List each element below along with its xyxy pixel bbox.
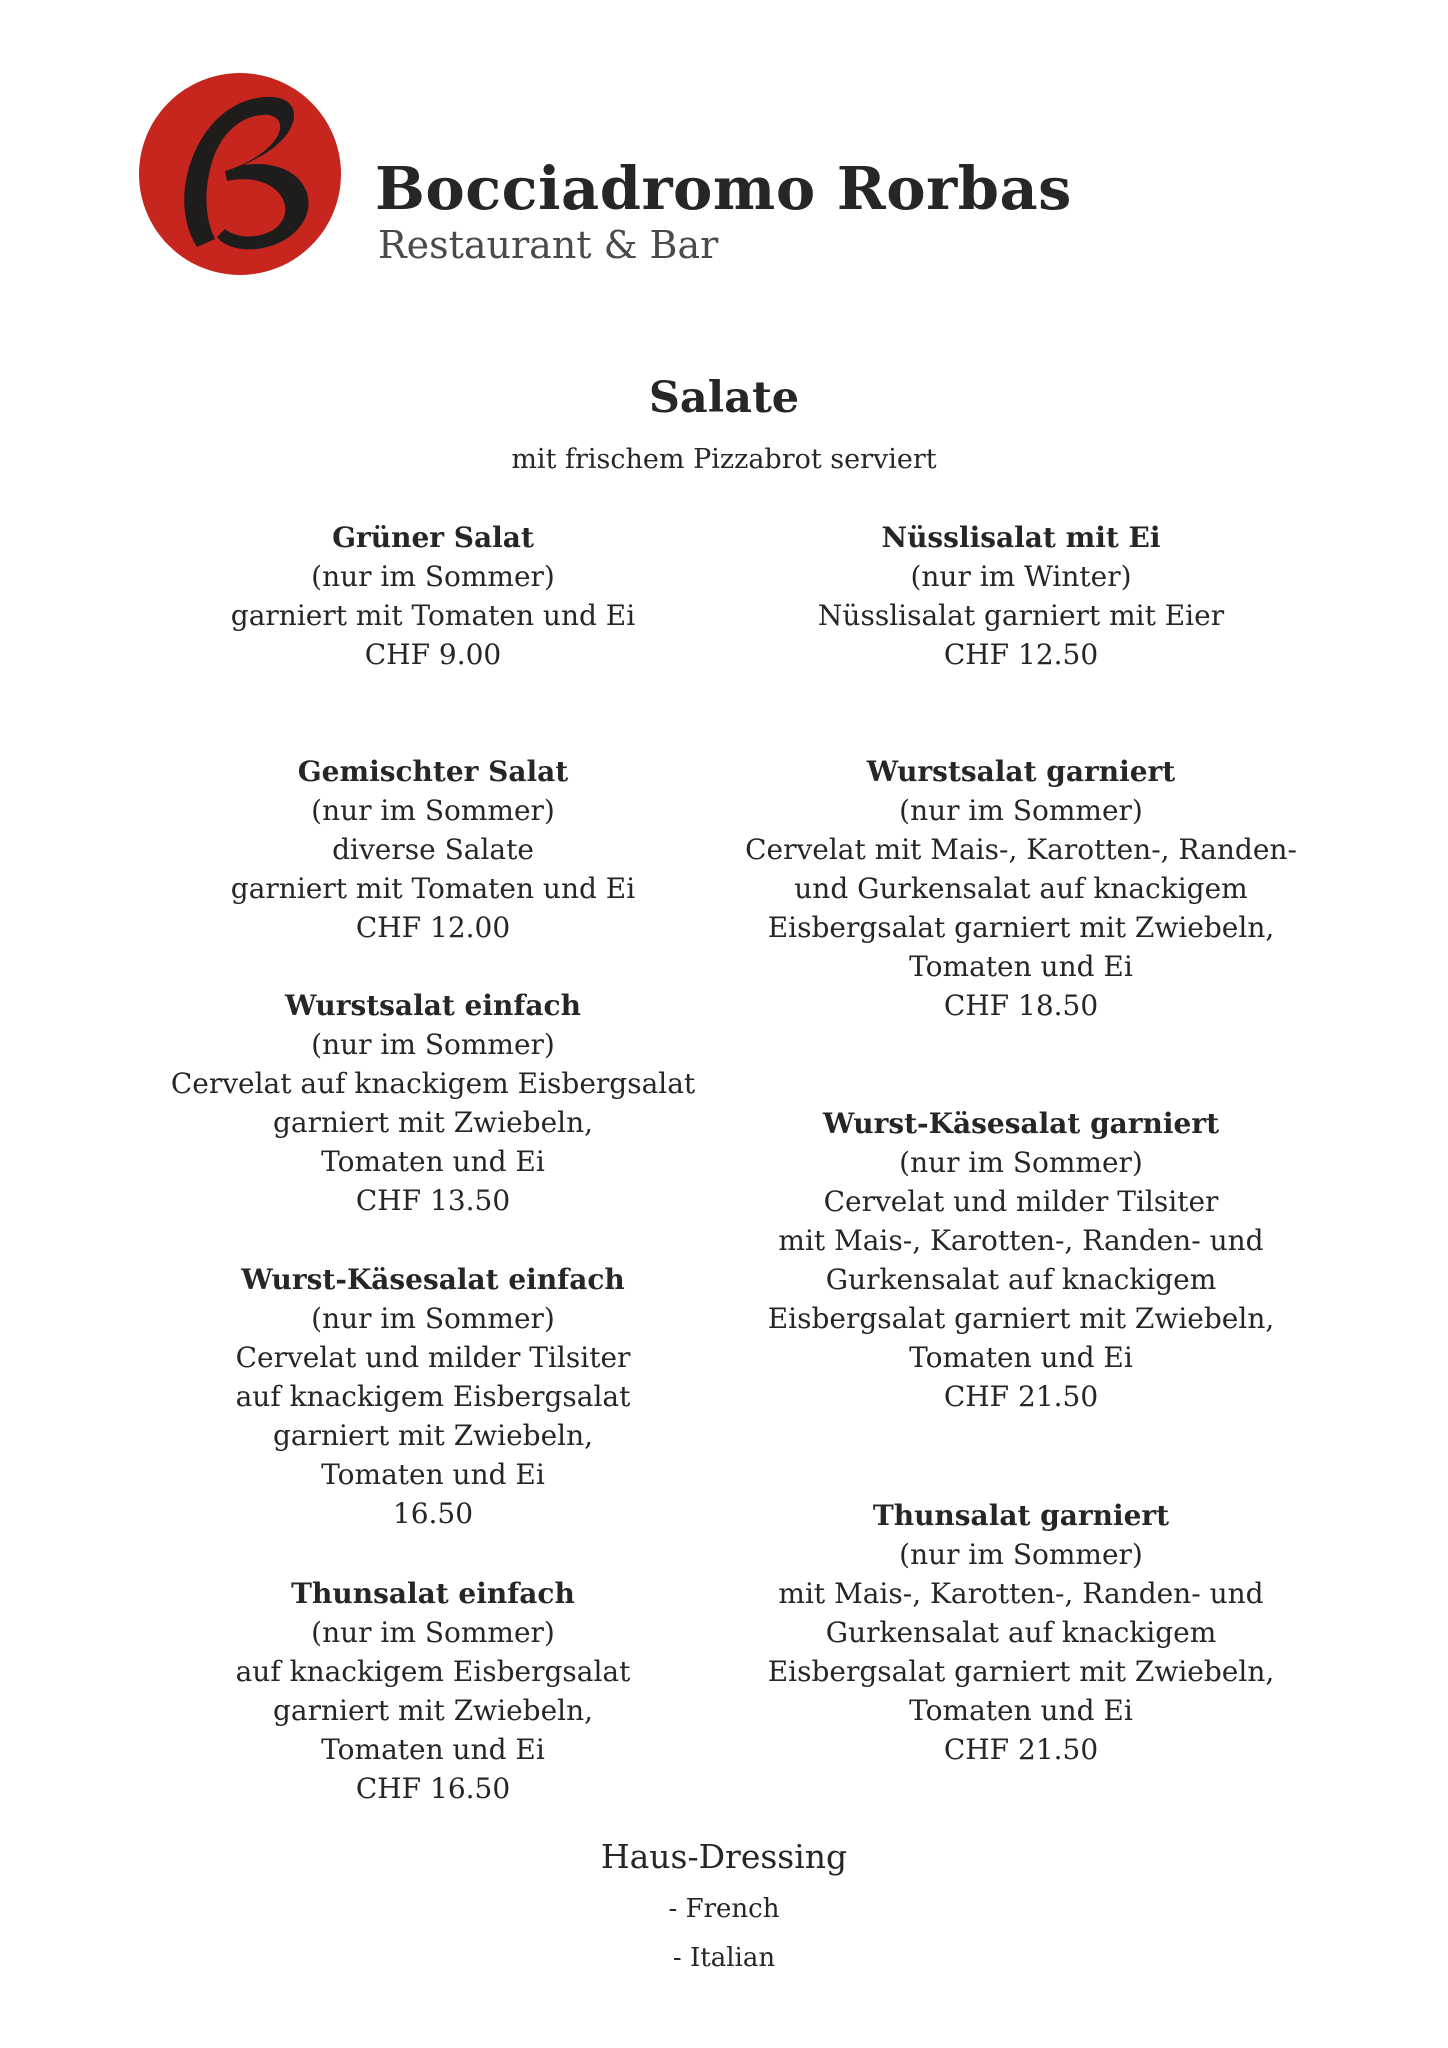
- item-description: garniert mit Tomaten und Ei: [230, 599, 636, 632]
- menu-item: [123, 1260, 743, 1533]
- item-price: CHF 13.50: [355, 1184, 511, 1217]
- item-description: Cervelat und milder Tilsiter: [823, 1185, 1219, 1218]
- brand-subtitle: Restaurant & Bar: [378, 223, 719, 267]
- item-description: mit Mais-, Karotten-, Randen- und: [778, 1224, 1264, 1257]
- item-name: Thunsalat einfach: [291, 1577, 575, 1610]
- menu-item: [123, 986, 743, 1220]
- item-description: garniert mit Zwiebeln,: [272, 1419, 594, 1452]
- item-price: CHF 9.00: [364, 638, 502, 671]
- item-name: Wurstsalat garniert: [866, 755, 1176, 788]
- menu-item: [711, 1496, 1331, 1769]
- item-description: Cervelat und milder Tilsiter: [235, 1341, 631, 1374]
- item-description: Eisbergsalat garniert mit Zwiebeln,: [767, 911, 1275, 944]
- item-price: CHF 16.50: [355, 1772, 511, 1805]
- item-description: Tomaten und Ei: [321, 1145, 545, 1178]
- item-price: CHF 12.00: [355, 911, 511, 944]
- dressing-option: - Italian: [672, 1943, 776, 1973]
- item-description: Tomaten und Ei: [909, 1694, 1133, 1727]
- item-description: auf knackigem Eisbergsalat: [235, 1655, 631, 1688]
- section-title: Salate: [648, 373, 800, 423]
- item-description: (nur im Sommer): [899, 1538, 1143, 1571]
- item-description: Tomaten und Ei: [321, 1458, 545, 1491]
- item-name: Wurstsalat einfach: [285, 989, 581, 1022]
- menu-item: [711, 1104, 1331, 1416]
- item-price: CHF 18.50: [943, 989, 1099, 1022]
- item-description: (nur im Sommer): [311, 1028, 555, 1061]
- item-name: Thunsalat garniert: [872, 1499, 1170, 1532]
- item-description: (nur im Sommer): [311, 794, 555, 827]
- section-subtitle: mit frischem Pizzabrot serviert: [511, 444, 937, 475]
- item-price: CHF 21.50: [943, 1380, 1099, 1413]
- item-description: und Gurkensalat auf knackigem: [794, 872, 1248, 905]
- item-description: diverse Salate: [332, 833, 534, 866]
- dressing-option: - French: [668, 1894, 780, 1924]
- item-description: (nur im Winter): [910, 560, 1132, 593]
- item-description: mit Mais-, Karotten-, Randen- und: [778, 1577, 1264, 1610]
- item-price: 16.50: [392, 1497, 474, 1530]
- dressing-title: Haus-Dressing: [600, 1837, 848, 1876]
- logo-letter-text: B: [139, 54, 151, 73]
- item-description: Eisbergsalat garniert mit Zwiebeln,: [767, 1655, 1275, 1688]
- item-description: (nur im Sommer): [311, 560, 555, 593]
- item-description: Eisbergsalat garniert mit Zwiebeln,: [767, 1302, 1275, 1335]
- item-name: Wurst-Käsesalat einfach: [241, 1263, 625, 1296]
- item-description: (nur im Sommer): [311, 1616, 555, 1649]
- item-description: (nur im Sommer): [899, 794, 1143, 827]
- item-name: Nüsslisalat mit Ei: [881, 521, 1161, 554]
- item-description: auf knackigem Eisbergsalat: [235, 1380, 631, 1413]
- item-description: garniert mit Zwiebeln,: [272, 1694, 594, 1727]
- item-description: Tomaten und Ei: [909, 1341, 1133, 1374]
- item-name: Grüner Salat: [332, 521, 534, 554]
- item-description: Nüsslisalat garniert mit Eier: [817, 599, 1225, 632]
- item-description: garniert mit Tomaten und Ei: [230, 872, 636, 905]
- menu-item: [123, 518, 743, 674]
- item-description: Tomaten und Ei: [321, 1733, 545, 1766]
- item-description: Tomaten und Ei: [909, 950, 1133, 983]
- item-description: Gurkensalat auf knackigem: [825, 1616, 1217, 1649]
- menu-item: [711, 752, 1331, 1025]
- item-description: garniert mit Zwiebeln,: [272, 1106, 594, 1139]
- restaurant-logo: [139, 54, 342, 279]
- menu-item: [123, 1574, 743, 1808]
- brand-name: Bocciadromo Rorbas: [375, 154, 1072, 223]
- item-price: CHF 12.50: [943, 638, 1099, 671]
- item-description: Cervelat auf knackigem Eisbergsalat: [170, 1067, 696, 1100]
- item-description: Gurkensalat auf knackigem: [825, 1263, 1217, 1296]
- item-name: Wurst-Käsesalat garniert: [822, 1107, 1220, 1140]
- item-price: CHF 21.50: [943, 1733, 1099, 1766]
- item-description: Cervelat mit Mais-, Karotten-, Randen-: [745, 833, 1297, 866]
- item-description: (nur im Sommer): [311, 1302, 555, 1335]
- menu-item: [711, 518, 1331, 674]
- item-description: (nur im Sommer): [899, 1146, 1143, 1179]
- menu-item: [123, 752, 743, 947]
- item-name: Gemischter Salat: [297, 755, 569, 788]
